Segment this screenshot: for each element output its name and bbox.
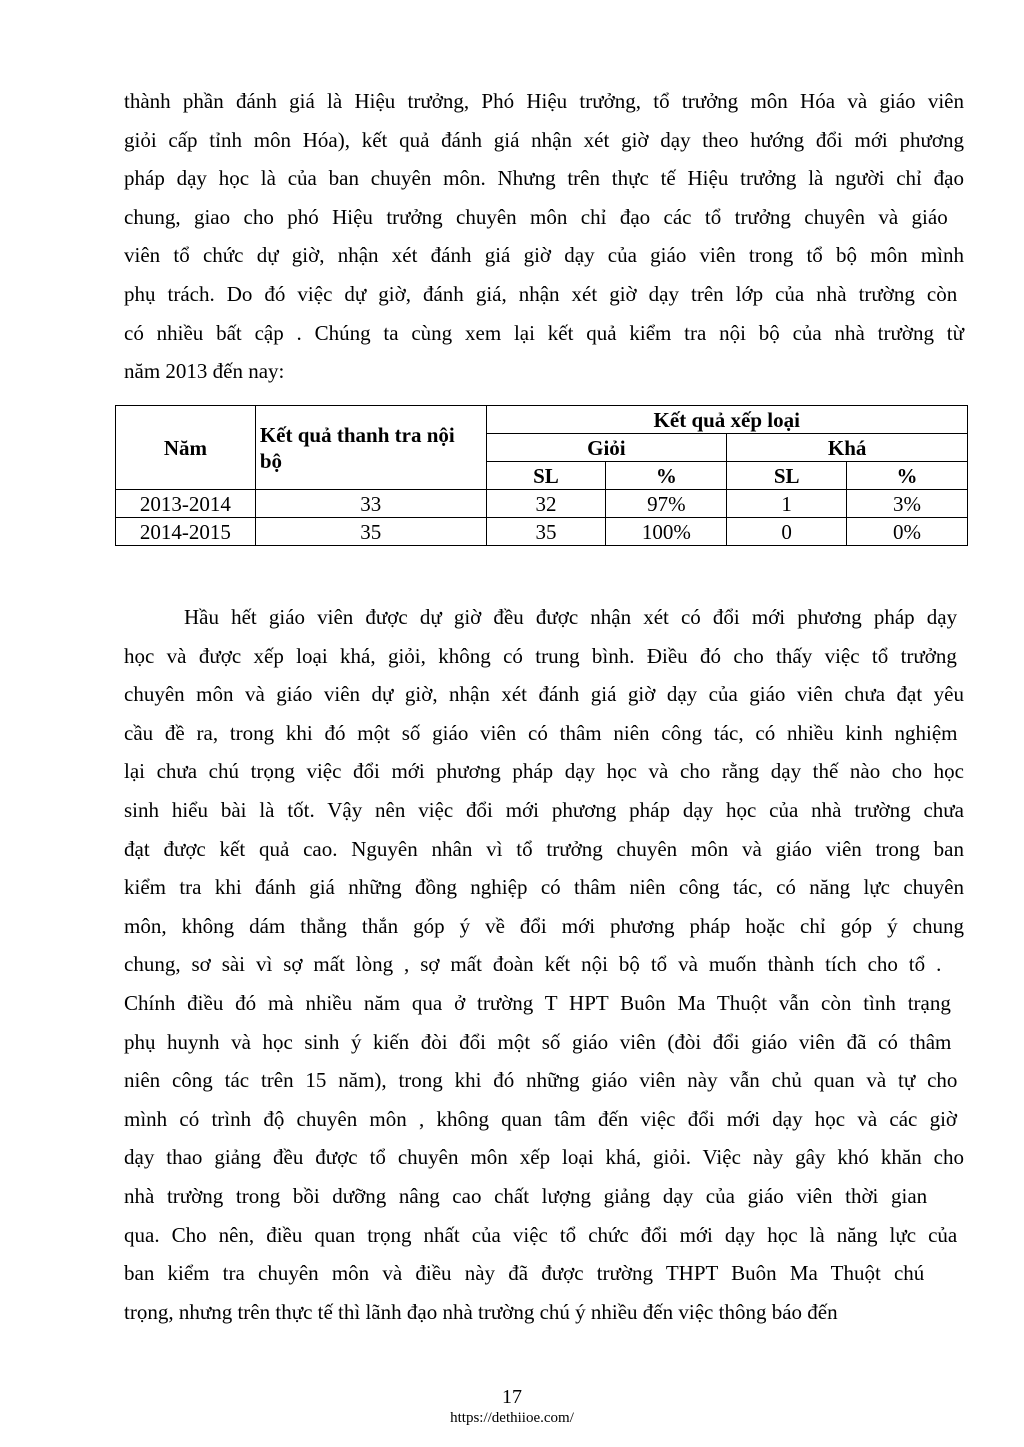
text-line: thành phần đánh giá là Hiệu trưởng, Phó Hiệu trưởng, tổ trưởng môn Hóa và giáo viên [124, 89, 964, 113]
header-fair-percent: % [847, 462, 968, 490]
table-row [116, 490, 968, 518]
text-line: năm 2013 đến nay: [124, 359, 285, 384]
cell-fair-percent: 0% [847, 518, 968, 546]
text-line: Hầu hết giáo viên được dự giờ đều được nhận xét có đổi mới phương pháp dạy [184, 605, 958, 629]
header-good: Giỏi [486, 434, 727, 462]
header-year: Năm [116, 406, 256, 490]
text-line: lại chưa chú trọng việc đổi mới phương pháp dạy học và cho rằng dạy thế nào cho học [124, 759, 964, 784]
text-line: Chính điều đó mà nhiều năm qua ở trường T HPT Buôn Ma Thuột vẫn còn tình trạng [124, 990, 951, 1015]
text-line: chung, sơ sài vì sợ mất lòng , sợ mất đoàn kết nội bộ tổ và muốn thành tích cho tổ . [124, 952, 942, 977]
text-line: niên công tác trên 15 năm), trong khi đó những giáo viên này vẫn chủ quan và tự cho [124, 1068, 958, 1093]
header-good-percent: % [606, 462, 727, 490]
text-line: viên tổ chức dự giờ, nhận xét đánh giá giờ dạy của giáo viên trong tổ bộ môn mình [124, 243, 964, 268]
text-line: phụ huynh và học sinh ý kiến đòi đổi một số giáo viên (đòi đổi giáo viên đã có thâm [124, 1029, 952, 1054]
text-line: qua. Cho nên, điều quan trọng nhất của việc tổ chức đổi mới dạy học là năng lực của [124, 1222, 958, 1247]
text-line: có nhiều bất cập . Chúng ta cùng xem lại kết quả kiểm tra nội bộ của nhà trường từ [124, 320, 964, 345]
header-fair: Khá [727, 434, 968, 462]
text-line: cầu đề ra, trong khi đó một số giáo viên có thâm niên công tác, có nhiều kinh nghiệm [124, 720, 958, 745]
text-line: mình có trình độ chuyên môn , không quan tâm đến việc đổi mới dạy học và các giờ [124, 1106, 958, 1131]
text-line: nhà trường trong bồi dưỡng nâng cao chất lượng giảng dạy của giáo viên thời gian [124, 1183, 928, 1208]
page-number: 17 [502, 1386, 522, 1408]
header-good-sl: SL [486, 462, 606, 490]
text-line: trọng, nhưng trên thực tế thì lãnh đạo nhà trường chú ý nhiều đến việc thông báo đến [124, 1299, 838, 1324]
text-line: giỏi cấp tỉnh môn Hóa), kết quả đánh giá nhận xét giờ dạy theo hướng đổi mới phương [124, 127, 964, 152]
text-line: học và được xếp loại khá, giỏi, không có trung bình. Điều đó cho thấy việc tổ trưởng [124, 643, 957, 668]
text-line: ban kiểm tra chuyên môn và điều này đã được trường THPT Buôn Ma Thuột chú [124, 1261, 925, 1286]
paragraph-intro [124, 82, 964, 391]
paragraph-analysis [124, 598, 964, 1331]
cell-year: 2013-2014 [116, 490, 256, 518]
text-line: sinh hiểu bài là tốt. Vậy nên việc đổi mới phương pháp dạy học của nhà trường chưa [124, 797, 964, 822]
text-line: dạy thao giảng đều được tổ chuyên môn xếp loại khá, giỏi. Việc này gây khó khăn cho [124, 1145, 964, 1170]
cell-good-sl: 32 [486, 490, 606, 518]
footer-url[interactable]: https://dethiioe.com/ [450, 1410, 574, 1426]
inspection-results-table [115, 405, 968, 546]
text-line: chuyên môn và giáo viên dự giờ, nhận xét đánh giá giờ dạy của giáo viên chưa đạt yêu [124, 682, 964, 707]
table-header-row [116, 406, 968, 434]
cell-fair-sl: 1 [727, 490, 847, 518]
text-line: kiểm tra khi đánh giá những đồng nghiệp có thâm niên công tác, có năng lực chuyên [124, 875, 964, 900]
cell-inspection: 35 [255, 518, 486, 546]
header-classification: Kết quả xếp loại [486, 406, 967, 434]
cell-good-sl: 35 [486, 518, 606, 546]
cell-fair-percent: 3% [847, 490, 968, 518]
table-row [116, 518, 968, 546]
cell-year: 2014-2015 [116, 518, 256, 546]
text-line: pháp dạy học là của ban chuyên môn. Nhưng trên thực tế Hiệu trưởng là người chỉ đạo [124, 166, 964, 191]
cell-inspection: 33 [255, 490, 486, 518]
cell-good-percent: 97% [606, 490, 727, 518]
text-line: môn, không dám thẳng thắn góp ý về đổi mới phương pháp hoặc chỉ góp ý chung [124, 913, 964, 938]
text-line: chung, giao cho phó Hiệu trưởng chuyên môn chỉ đạo các tổ trưởng chuyên và giáo [124, 204, 948, 229]
cell-good-percent: 100% [606, 518, 727, 546]
header-inspection: Kết quả thanh tra nội bộ [255, 406, 486, 490]
header-fair-sl: SL [727, 462, 847, 490]
text-line: đạt được kết quả cao. Nguyên nhân vì tổ trưởng chuyên môn và giáo viên trong ban [124, 836, 964, 861]
cell-fair-sl: 0 [727, 518, 847, 546]
text-line: phụ trách. Do đó việc dự giờ, đánh giá, nhận xét giờ dạy trên lớp của nhà trường còn [124, 281, 958, 306]
